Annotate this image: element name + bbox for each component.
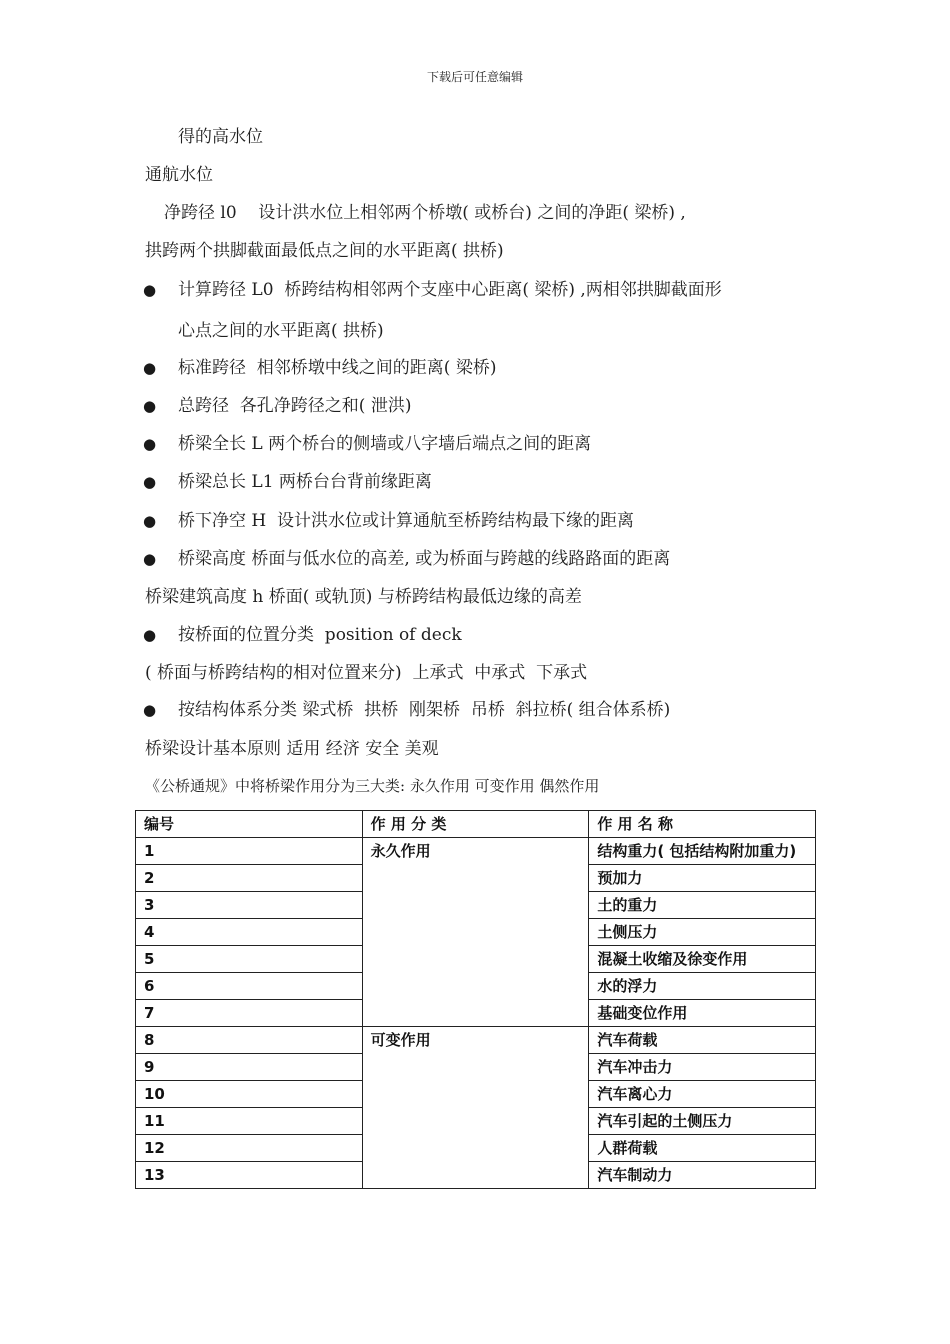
column-header-id: 编号 (136, 811, 363, 838)
row-name: 预加力 (589, 865, 816, 892)
table-row (136, 1027, 816, 1054)
text-line: 净跨径 l0 设计洪水位上相邻两个桥墩( 或桥台) 之间的净距( 梁桥) , (164, 203, 686, 223)
row-name: 汽车引起的土侧压力 (589, 1108, 816, 1135)
text-line: 按结构体系分类 梁式桥 拱桥 刚架桥 吊桥 斜拉桥( 组合体系桥) (178, 700, 671, 720)
row-id: 5 (136, 946, 363, 973)
row-name: 汽车制动力 (589, 1162, 816, 1189)
row-id: 8 (136, 1027, 363, 1054)
row-id: 10 (136, 1081, 363, 1108)
text-line: 桥梁高度 桥面与低水位的高差, 或为桥面与跨越的线路路面的距离 (178, 549, 671, 569)
row-id: 4 (136, 919, 363, 946)
bullet-icon: ● (143, 281, 157, 299)
row-name: 汽车离心力 (589, 1081, 816, 1108)
text-line: 心点之间的水平距离( 拱桥) (178, 321, 384, 341)
bullet-icon: ● (143, 701, 157, 719)
row-name: 基础变位作用 (589, 1000, 816, 1027)
bullet-icon: ● (143, 473, 157, 491)
column-header-name: 作 用 名 称 (589, 811, 816, 838)
row-name: 人群荷载 (589, 1135, 816, 1162)
column-header-category: 作 用 分 类 (362, 811, 589, 838)
row-name: 混凝土收缩及徐变作用 (589, 946, 816, 973)
bullet-icon: ● (143, 359, 157, 377)
text-line: ( 桥面与桥跨结构的相对位置来分) 上承式 中承式 下承式 (145, 663, 588, 683)
text-line: 标准跨径 相邻桥墩中线之间的距离( 梁桥) (178, 358, 497, 378)
row-name: 结构重力( 包括结构附加重力) (589, 838, 816, 865)
text-line: 桥梁总长 L1 两桥台台背前缘距离 (178, 472, 432, 492)
row-id: 7 (136, 1000, 363, 1027)
category-cell: 永久作用 (362, 838, 589, 1027)
text-line: 计算跨径 L0 桥跨结构相邻两个支座中心距离( 梁桥) ,两相邻拱脚截面形 (178, 280, 722, 300)
text-line: 桥梁设计基本原则 适用 经济 安全 美观 (145, 739, 439, 759)
row-name: 土侧压力 (589, 919, 816, 946)
text-line: 桥下净空 H 设计洪水位或计算通航至桥跨结构最下缘的距离 (178, 511, 635, 531)
bullet-icon: ● (143, 550, 157, 568)
bullet-icon: ● (143, 626, 157, 644)
row-name: 汽车冲击力 (589, 1054, 816, 1081)
row-id: 1 (136, 838, 363, 865)
text-line: 《公桥通规》中将桥梁作用分为三大类: 永久作用 可变作用 偶然作用 (145, 777, 600, 795)
bullet-icon: ● (143, 435, 157, 453)
row-name: 汽车荷载 (589, 1027, 816, 1054)
text-line: 桥梁建筑高度 h 桥面( 或轨顶) 与桥跨结构最低边缘的高差 (145, 587, 582, 607)
category-cell: 可变作用 (362, 1027, 589, 1189)
text-line: 得的高水位 (178, 127, 263, 147)
page-header: 下载后可任意编辑 (426, 70, 523, 84)
text-line: 拱跨两个拱脚截面最低点之间的水平距离( 拱桥) (145, 241, 504, 261)
text-line: 按桥面的位置分类 position of deck (178, 625, 462, 645)
row-id: 13 (136, 1162, 363, 1189)
table-row (136, 838, 816, 865)
text-line: 通航水位 (145, 165, 213, 185)
bullet-icon: ● (143, 512, 157, 530)
bullet-icon: ● (143, 397, 157, 415)
actions-table (135, 810, 816, 1189)
table-header-row (136, 811, 816, 838)
row-id: 6 (136, 973, 363, 1000)
text-line: 桥梁全长 L 两个桥台的侧墙或八字墙后端点之间的距离 (178, 434, 592, 454)
row-name: 土的重力 (589, 892, 816, 919)
row-id: 9 (136, 1054, 363, 1081)
row-id: 2 (136, 865, 363, 892)
row-id: 11 (136, 1108, 363, 1135)
row-id: 3 (136, 892, 363, 919)
text-line: 总跨径 各孔净跨径之和( 泄洪) (178, 396, 412, 416)
row-name: 水的浮力 (589, 973, 816, 1000)
row-id: 12 (136, 1135, 363, 1162)
